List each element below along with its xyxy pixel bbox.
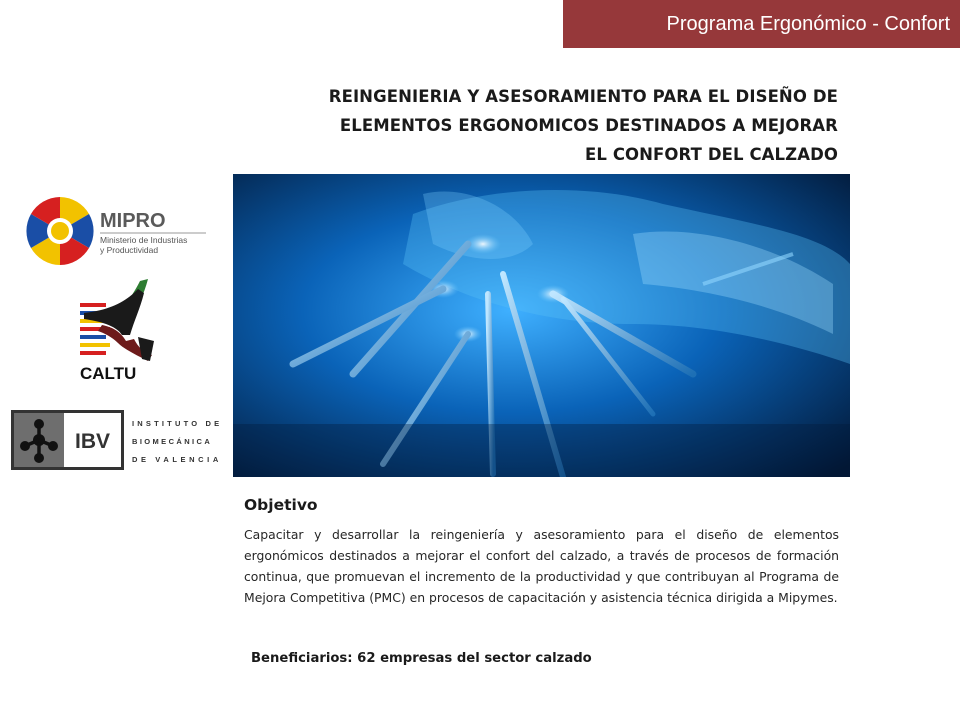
mipro-subtitle-2: y Productividad	[100, 245, 159, 255]
foot-ergonomics-photo	[233, 174, 850, 477]
ibv-line-3: DE VALENCIA	[132, 455, 222, 464]
objetivo-heading: Objetivo	[244, 496, 318, 514]
objetivo-text: Capacitar y desarrollar la reingeniería y asesoramiento para el diseño de elementos ergonómicos destinados a mejorar el confort del calzado, a través de procesos de formación continua, que promuevan el incremento de la productividad y que contribuyan al Programa de Mejora Competitiva (PMC) en procesos de capacitación y asistencia técnica dirigida a Mipymes.	[244, 527, 839, 605]
ibv-line-2: BIOMECÁNICA	[132, 437, 213, 446]
program-banner	[563, 0, 960, 48]
mipro-logo	[24, 195, 209, 267]
mipro-subtitle-1: Ministerio de Industrias	[100, 235, 188, 245]
caltu-logo	[78, 275, 162, 385]
ibv-line-1: INSTITUTO DE	[132, 419, 223, 428]
page-title-line-3: EL CONFORT DEL CALZADO	[584, 145, 838, 164]
mipro-name: MIPRO	[100, 210, 166, 232]
beneficiarios-text: Beneficiarios: 62 empresas del sector calzado	[251, 651, 592, 666]
ibv-emblem-icon	[11, 408, 226, 472]
caltu-shoe-icon	[78, 275, 162, 385]
mipro-emblem-icon	[24, 195, 209, 267]
foot-ergonomics-photo-graphic	[233, 174, 850, 477]
program-banner-title: Programa Ergonómico - Confort	[666, 12, 950, 35]
caltu-name: CALTU	[80, 364, 137, 383]
page-title-line-2: ELEMENTOS ERGONOMICOS DESTINADOS A MEJORAR	[339, 116, 838, 135]
ibv-logo	[11, 408, 226, 472]
page-title-line-1: REINGENIERIA Y ASESORAMIENTO PARA EL DISEÑO DE	[328, 87, 838, 106]
page-title	[240, 82, 838, 169]
ibv-abbr: IBV	[75, 430, 111, 453]
